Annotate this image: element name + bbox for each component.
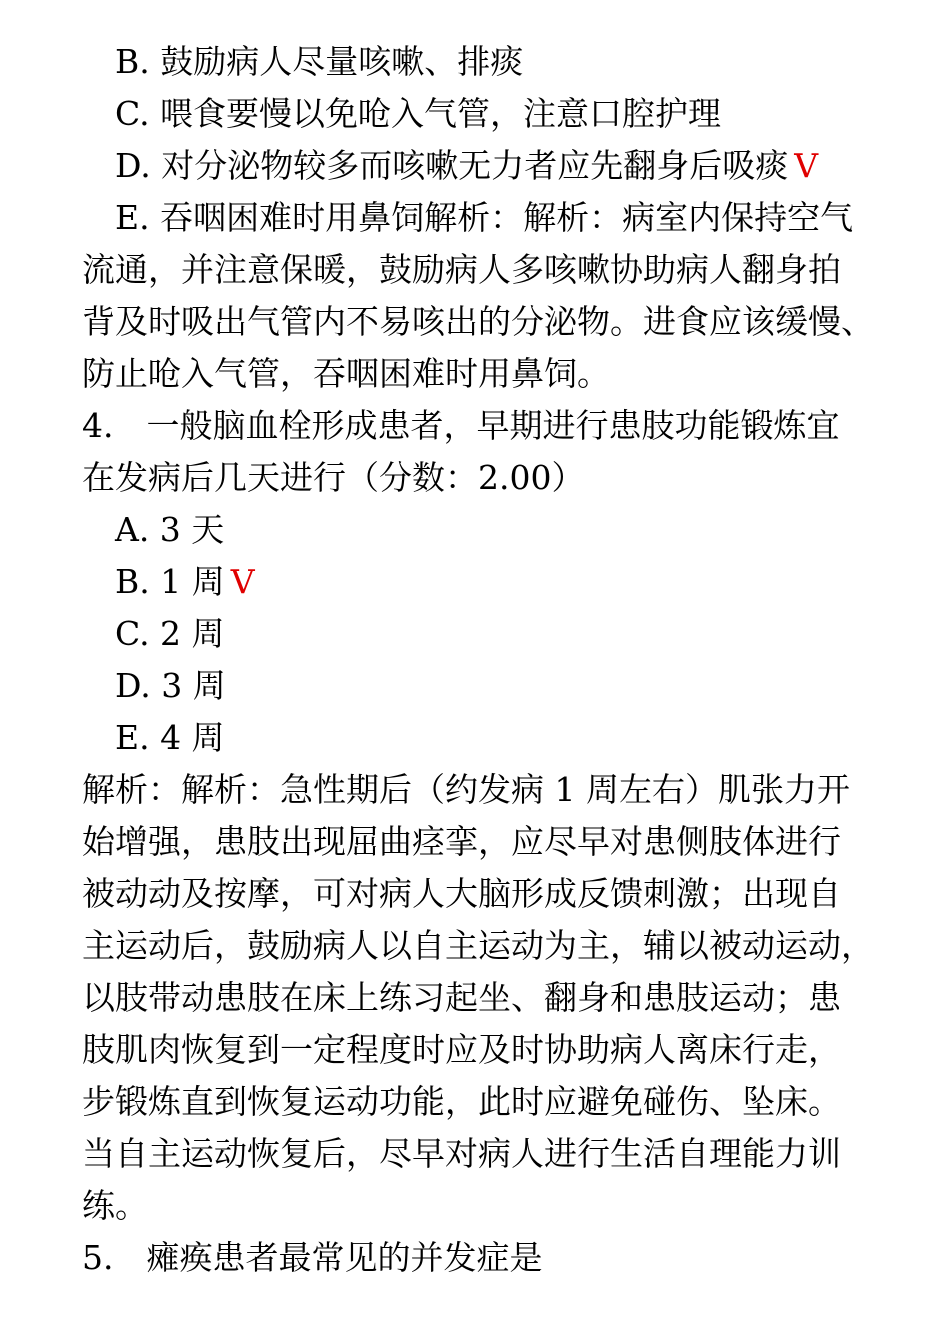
analysis-line: 被动动及按摩，可对病人大脑形成反馈刺激；出现自 [82,874,841,913]
analysis-line: 主运动后，鼓励病人以自主运动为主，辅以被动运动， [82,926,874,965]
correct-mark: V [794,146,819,185]
analysis-line: 以肢带动患肢在床上练习起坐、翻身和患肢运动；患 [82,978,841,1017]
option-a-q4: A. 3 天 [115,510,225,549]
analysis-line: 肢肌肉恢复到一定程度时应及时协助病人离床行走， [82,1030,841,1069]
option-d-q4: D. 3 周 [115,666,226,705]
option-c-q4: C. 2 周 [115,614,225,653]
analysis-line: 解析：解析：急性期后（约发病 1 周左右）肌张力开 [82,770,850,809]
analysis-line: 当自主运动恢复后，尽早对病人进行生活自理能力训 [82,1134,841,1173]
option-c-prev: C. 喂食要慢以免呛入气管，注意口腔护理 [115,94,722,133]
analysis-line: 始增强，患肢出现屈曲痉挛，应尽早对患侧肢体进行 [82,822,841,861]
option-b-q4: B. 1 周 V [115,562,255,601]
question-4-stem: 在发病后几天进行（分数：2.00） [82,458,585,497]
analysis-line: 防止呛入气管，吞咽困难时用鼻饲。 [82,354,610,393]
option-e-q4: E. 4 周 [115,718,225,757]
analysis-line: 背及时吸出气管内不易咳出的分泌物。进食应该缓慢、 [82,302,874,341]
question-4-stem: 4. 一般脑血栓形成患者，早期进行患肢功能锻炼宜 [82,406,840,445]
option-e-prev: E. 吞咽困难时用鼻饲解析：解析：病室内保持空气 [115,198,854,237]
option-b-prev: B. 鼓励病人尽量咳嗽、排痰 [115,42,524,81]
analysis-line: 流通，并注意保暖，鼓励病人多咳嗽协助病人翻身拍 [82,250,841,289]
correct-mark: V [230,562,255,601]
option-d-prev: D. 对分泌物较多而咳嗽无力者应先翻身后吸痰 V [115,146,819,185]
analysis-line: 练。 [82,1186,148,1225]
question-5-stem: 5. 瘫痪患者最常见的并发症是 [82,1238,543,1277]
analysis-line: 步锻炼直到恢复运动功能，此时应避免碰伤、坠床。 [82,1082,841,1121]
